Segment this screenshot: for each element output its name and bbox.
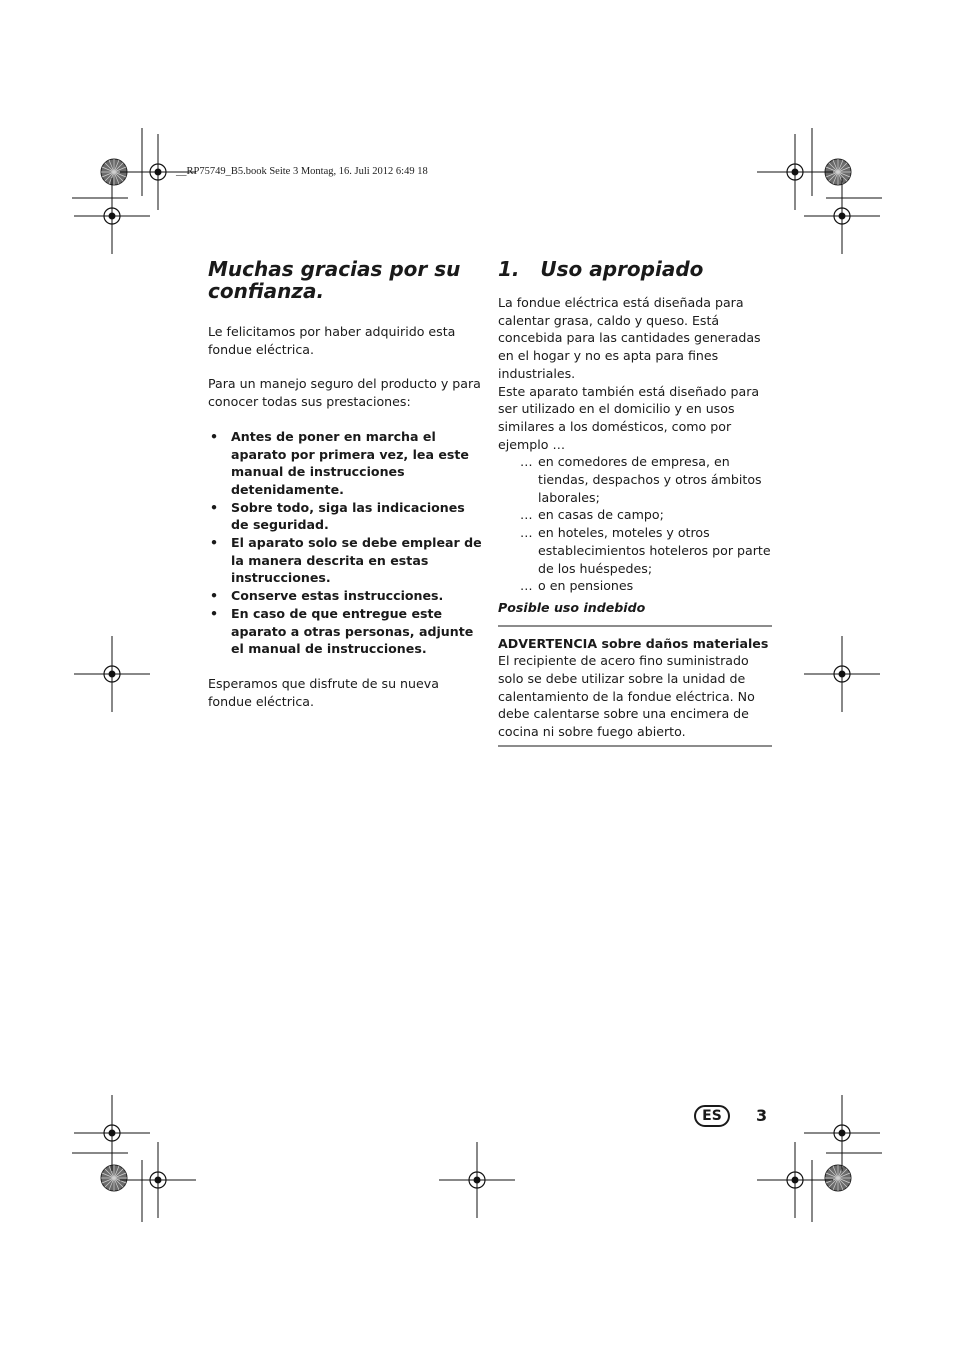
section-heading-intended-use: 1. Uso apropiado	[498, 257, 704, 281]
warning-bottom-rule	[498, 745, 772, 747]
example-item: … en casas de campo;	[498, 506, 772, 524]
warning-title: ADVERTENCIA sobre daños materiales	[498, 635, 769, 651]
example-item: … en comedores de empresa, en tiendas, despachos y otros ámbitos laborales;	[498, 453, 772, 506]
intended-use-paragraph: La fondue eléctrica está diseñada para calentar grasa, caldo y queso. Está concebida para las cantidades generadas en el hogar y no es apta para fines industriales.	[498, 295, 761, 381]
language-badge: ES	[694, 1105, 730, 1127]
bullet-item: • En caso de que entregue este aparato a otras personas, adjunte el manual de instrucciones.	[208, 605, 483, 658]
example-item: … en hoteles, moteles y otros establecimientos hoteleros por parte de los huéspedes;	[498, 524, 772, 577]
thanks-heading: Muchas gracias por su confianza.	[208, 257, 461, 303]
print-file-info: __RP75749_B5.book Seite 3 Montag, 16. Juli 2012 6:49 18	[176, 166, 428, 177]
bullet-item: • El aparato solo se debe emplear de la manera descrita en estas instrucciones.	[208, 534, 483, 587]
closing-paragraph: Esperamos que disfrute de su nueva fondue eléctrica.	[208, 675, 439, 709]
left-column	[208, 258, 483, 710]
example-item: … o en pensiones	[498, 577, 772, 595]
right-column	[498, 258, 772, 747]
warning-text: El recipiente de acero fino suministrado solo se debe utilizar sobre la unidad de calentamiento de la fondue eléctrica. No debe calentarse sobre una encimera de cocina ni sobre fuego abierto.	[498, 653, 755, 740]
bullet-item: • Antes de poner en marcha el aparato por primera vez, lea este manual de instrucciones detenidamente.	[208, 428, 483, 499]
bullet-item: • Conserve estas instrucciones.	[208, 587, 483, 605]
warning-top-rule	[498, 625, 772, 627]
misuse-subheading: Posible uso indebido	[498, 599, 646, 615]
similar-uses-paragraph: Este aparato también está diseñado para ser utilizado en el domicilio y en usos similares a los domésticos, como por ejemplo …	[498, 383, 760, 452]
usage-examples-list	[498, 453, 772, 595]
intro-paragraph: Le felicitamos por haber adquirido esta fondue eléctrica.	[208, 324, 456, 357]
lead-paragraph: Para un manejo seguro del producto y para conocer todas sus prestaciones:	[208, 376, 481, 410]
safety-bullet-list	[208, 428, 483, 658]
page-number: 3	[756, 1106, 768, 1125]
bullet-item: • Sobre todo, siga las indicaciones de seguridad.	[208, 499, 483, 534]
